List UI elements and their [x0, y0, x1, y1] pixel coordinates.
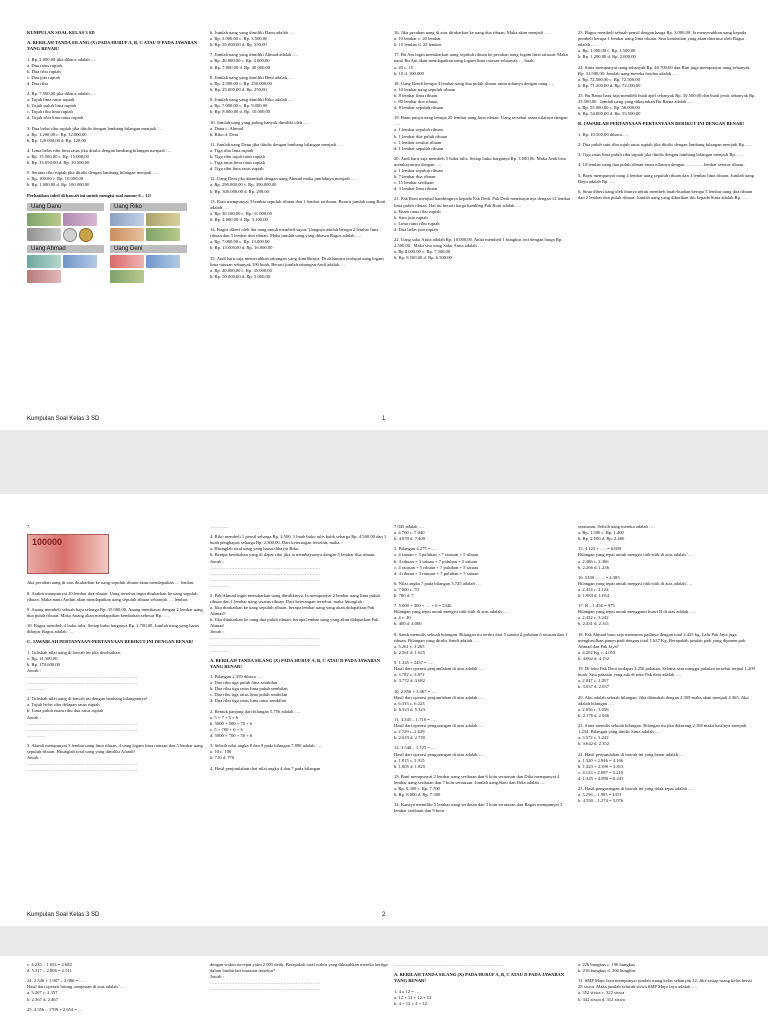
page2-column-1 [27, 524, 205, 777]
banknote-image [110, 255, 144, 268]
page-number: 1 [382, 416, 386, 422]
question-22: 22. Hasil penjumlahan di bawah ini yang benar adalah …. a. 1.320 + 2.946 = 4.166 b. 1.423 + 2.390 = 3.813 c. 4.123 + 2.087 = 5.210 d. 1.345 + 4.890 = 6.245 [578, 751, 685, 781]
question-8: 8. Jumlah uang yang dimiliki Deni adalah …. a. Rp. 2.500,00 c. Rp. 250.000,00 b. Rp. 25.000,00 d. Rp. 250,00 [210, 74, 294, 92]
question-21: 21. Sinta menulis sebuah bilangan. Bilangan itu jika dikurang 2.108 maka hasilnya menjadi 1.234. Bilangan yang ditulis Sinta adalah …. a. 3.572 c. 3.242 b. 3.642 d. 2.352 [578, 723, 747, 747]
page-2 [0, 494, 768, 926]
page1-column-4 [578, 30, 756, 205]
banknote-image [27, 270, 61, 283]
banknote-image [110, 213, 144, 226]
page-footer: Kumpulan Soal Kelas 3 SD [27, 912, 100, 918]
document-heading: KUMPULAN SOAL KELAS 3 SD [27, 30, 95, 35]
essay-question-8: 8. Andini mempunyai 20 lembar dua ribuan. Uang tersebut ingin ditukarkan ke uang sepuluh ribuan. Maka nanti Andini akan mendapatkan uang sepuluh ribuan sebanyak … lembar. [27, 590, 198, 602]
banknote-100000-image [27, 534, 109, 574]
question-19: 19. Di toko Pak Deni terdapat 3.256 pakaian. Selama satu minggu pakaian tersebut terjual 1.209 buah. Sisa pakaian yang ada di toko Pak deni adalah …. a. 2.047 c. 2.057 b. 3.037 d. 2.037 [578, 666, 755, 690]
page2-column-4 [578, 524, 756, 808]
question-23: 23. Hasil pengurangan di bawah ini yang tidak tepat adalah …. a. 3.256 – 1.905 = 1351 b. 4.350 – 1.274 = 3.076 [578, 786, 694, 804]
banknote-image [63, 213, 97, 226]
coin-image [79, 228, 93, 242]
page2-column-2 [210, 524, 388, 776]
question-1: 1. Bilangan 2.359 dibaca …. a. Dua ribu tiga puluh lima sembilan b. Dua ribu tiga ratus lima puluh sembilan c. Dua ribu tiga ratus lima puluh sembilan d. Dua ribu tiga ratus lima ratus sembilan [210, 674, 288, 704]
banknote-image [27, 228, 61, 241]
question-10-options: a. 226 bungkus c. 196 bungkus b. 216 bungkus d. 206 bungkus [578, 962, 636, 974]
banknote-image [110, 270, 144, 283]
section-c-heading: C. JAWABLAH PERTANYAAN-PERTANYAAN BERIKUT INI DENGAN BENAR! [27, 639, 194, 645]
money-table [27, 203, 187, 283]
page3-column-1 [27, 962, 205, 1017]
money-group-danu [27, 203, 104, 242]
money-label-ahmad: Uang Ahmad [27, 245, 104, 253]
page3-column-4 [578, 962, 756, 1007]
question-6: 6. Nilai angka 7 pada bilangan 3.725 adalah …. a. 7.000 c. 70 b. 700 d. 7 [394, 580, 482, 598]
section-c-question-1: 1. Tuliskah nilai uang di bawah ini jika disebutkan. a. Rp. 14.500,00 b. Rp. 170.600,00 Jawab : ……………………………………………………………… ……………………………………………………………… ………… [27, 649, 138, 692]
page-3 [0, 956, 768, 1024]
question-4: 4. Hasil penjumlahan dari nilai angka 4 dan 7 pada bilangan [210, 765, 321, 771]
essay-question-5: 5. Bayu mempunyai uang 4 lembar uang sepuluh ribuan dan 3 lembar lima ribuan. Jumlah uang Bayu adalah Rp. …. [578, 172, 754, 184]
question-7: 7. Jumlah uang yang dimiliki Ahmad adalah …. a. Rp. 40.000,00 c. Rp. 4.000,00 b. Rp. 7.000,00 d. Rp. 40.000,00 [210, 52, 299, 70]
essay-question-7-number: 7. [27, 524, 31, 529]
essay-question-9: 9. Anang membeli sebuah baju seharga Rp. 35.000,00. Anang membayar dengan 2 lembar uang dua puluh ribuan. Maka Anang akan mendapatkan kembalian sebesar Rp. …. [27, 606, 203, 618]
money-group-ahmad [27, 245, 104, 283]
question-9: 9. Jumlah uang yang dimiliki Riko adalah …. a. Rp. 7.000,00 c. Rp. 9.000,00 b. Rp. 8.000,00 d. Rp. 10.000,00 [210, 97, 294, 115]
question-11: 11. SMP Maju Jaya mempunyai jumlah ruang kelas sebanyak 12. Jika setiap ruang kelas berisi 28 siswa. Maka jumlah seluruh siswa SMP Maju Jaya adalah …. a. 352 siswa c. 322 siswa b. 342 siswa d. 312 siswa [578, 978, 752, 1002]
table-instruction: Perhatikan tabel di bawah ini untuk mengisi soal nomor 6 – 12! [27, 192, 152, 198]
question-1: 1. 4 x 12 = …. a. 12 + 12 + 12 + 12 b. 4 + 12 + 4 + 12 [394, 988, 432, 1006]
question-16: 16. 5439 – …. = 4.385 Bilangan yang tepat untuk mengisi titik-titik di atas adalah …. a. 2.454 c. 2.124 b. 1.984 d. 1.054 [578, 574, 693, 598]
section-b-heading: B. JAWABLAH PERTANYAAN-PERTANYAAN BERIKUT INI DENGAN BENAR! [578, 121, 745, 127]
question-14-cont: seratusan. Selisih uang mereka adalah …. a. Rp. 1.500 c. Rp. 1.400 b. Rp. 2.500 d. Rp. 2.400 [578, 524, 655, 542]
question-17: 17. Bu Ani ingin menukarkan uang sepuluh ribuan ke pecahan uang logam lima ratusan. Maka nanti Bu Ani akan mendapatkan uang logam lima ratusan sebanyak … buah. a. 20 c. 15 b. 10 d. 100.000 [394, 52, 568, 76]
question-21: 21. Pak Roni menjual kambingnya kepada Pak Dedi. Pak Dedi membayarnya dengan 12 lembar lima puluh ribuan. Hal itu berarti harga kambing Pak Roni adalah …. a. Enam ratus ribu rupiah b. Satu juta rupiah c. Lima ratus ribu rupiah d. Dua belas juta rupiah [394, 196, 571, 232]
question-1: 1. Rp. 2.000,00 jika dibaca adalah …. a. Dua ratus rupiah b. Dua ribu rupiah c. Dua juta rupiah d. Dua ribu [27, 56, 97, 86]
page3-column-3 [394, 962, 572, 1011]
page2-column-3 [394, 524, 572, 819]
question-3: 3. Selisih nilai angka 8 dan 9 pada bilangan 7.890 adalah …. a. 10 c. 100 b. 710 d. 770 [210, 743, 322, 761]
question-10: 10. Jumlah uang yang paling banyak dimiliki oleh …. a. Danu c. Ahmad b. Riko d. Deni [210, 119, 310, 137]
question-10: 10. 2.856 + 3.467 = …. Hasil dari operasi penjumlahan di atas adalah …. a. 6.313 c. 6.223 b. 6.323 d. 5.323 [394, 688, 485, 712]
question-14: 14. Kanaya memiliki 5 lembar uang seribuan dan 3 koin seratusan dan Bagus mempunyai 3 lembar seribuan dan 9 koin [394, 802, 563, 814]
essay-question-3: 3. Tiga ratus lima puluh ribu rupiah jika ditulis dengan lambang bilangan menjadi Rp. …. [578, 152, 743, 158]
question-7: 7. 5.000 + 300 + … + 6 = 5346 Bilangan yang tepat untuk mengisi titik-titik di atas adalah …. a. 4 c. 40 b. 400 d. 4.000 [394, 603, 509, 627]
question-6: 6. Jumlah uang yang dimiliki Danu adalah …. a. Rp. 3.000,00 c. Rp. 3.500,00 b. Rp. 35.000,00 d. Rp. 350,00 [210, 30, 295, 48]
question-25: 25. Bu Ratna baru saja membeli buah apel sebanyak Rp. 30.500,00 dan buah jeruk sebanyak Rp. 25.500,00 . Jumlah uang yang dibayarkan Bu Ratna adalah …. a. Rp. 55.000,00 c. Rp. 56.000,00 b. Rp. 54.000,00 d. Rp. 55.500,00 [578, 92, 756, 117]
section-a3-heading: A. BERILAH TANDA SILANG (X) PADA HURUF A, B, C ATAU D PADA JAWABAN YANG BENAR! [394, 972, 565, 984]
section-c-question-3: 3. Afandi mempunyai 3 lembar uang lima ribuan, 4 uang logam lima ratusan dan 5 lembar uang sepuluh ribuan. Hitunglah total uang yang dimiliki Afandi! Jawab : ……………………………………………………………… ……………………………………………………………… [27, 742, 203, 773]
question-2: 2. Rp. 7.500,00 jika dibaca adalah …. a. Tujuh lima ratus rupiah b. Tujuh puluh lima rupiah c. Tujuh ribu lima rupiah d. Tujuh ribu lima ratus rupiah [27, 91, 97, 121]
page-footer: Kumpulan Soal Kelas 3 SD [27, 416, 100, 422]
question-16: 16. Jika pecahan uang di atas ditukarkan ke uang dua ribuan. Maka akan menjadi …. a. 10 lembar c. 20 lembar b. 15 lembar d. 25 lembar [394, 30, 551, 48]
banknote-image [110, 228, 144, 241]
banknote-image [27, 213, 61, 226]
question-20: 20. Andi baru saja membeli 5 buku tulis. Setiap buku harganya Rp. 3.000,00. Maka Andi bisa membayarnya dengan …. a. 1 lembar sepuluh ribuan b. 7 lembar dua ribuan c. 15 lembar seribuan d. 3 lembar lima ribuan [394, 155, 566, 192]
money-label-riko: Uang Riko [110, 203, 187, 211]
page1-column-2 [210, 30, 388, 284]
money-label-deni: Uang Deni [110, 245, 187, 253]
banknote-label: 100000 [32, 537, 63, 548]
coin-image [63, 228, 77, 242]
question-8: 8. Sandi memulis sebuah bilangan. Bilangan itu terdiri dari 5 satuan 2 puluhan 6 ratusan dan 1 ribuan. Bilangan yang ditulis Sandi adalah …. a. 5.261 c. 1.265 b. 2.561 d. 1.625 [394, 631, 568, 655]
question-24: 24. Sinta mempunyai uang sebanyak Rp. 40.700,00 dan Rini juga mempunyai uang sebanyak Rp. 31.500,00. Jumlah uang mereka berdua adalah …. a. Rp. 72.500,00 c. Rp. 72.500,00 b. Rp. 71.200,00 d. Rp. 72.100,00 [578, 64, 750, 88]
section-a-heading: A. BERILAH TANDA SILANG (X) PADA HURUF A, B, C ATAU D PADA JAWABAN YANG BENAR! [27, 40, 198, 52]
question-22: 22. Uang saku Anita adalah Rp. 10.000,00. Anita membeli 1 bungkus roti dengan harga Rp. 2.500,00 . Maka sisa uang Saku Anita adalah …. a. Rp 8.000,00 c. Rp. 7.500,00 b. Rp. 8.500,00 d. Rp. 6.500,00 [394, 237, 563, 261]
question-3: 3. Dua belas ribu rupiah jika ditulis dengan lambang bilangan menjadi …. a. Rp. 1.200,00 c. Rp. 12.000,00 b. Rp. 120.000,00 d. Rp. 120,00 [27, 125, 164, 143]
question-4: 4. Lima belas ribu lima ratus jika ditulis dengan lambang bilangan menjadi …. a. Rp. 15.500,00 c. Rp. 15.000,00 b. Rp. 15.050,00 d. Rp. 10.500,00 [27, 147, 172, 166]
essay-question-cont: dengan waktu tercepat yaitu 2.905 detik. Berapakah total waktu yang dibutuhkan mereka hertiga dalam lomba lari maraton tersebut? Jawab : ……………………………………………………………… ……………………………………………………………… [210, 962, 388, 992]
question-19: 19. Banu punya uang berupa 20 lembar uang lima ribuan. Uang tersebut sama nilainya dengan …. a. 1 lembar sepuluh ribuan b. 1 lembar dua puluh ribuan c. 1 lembar seratus ribuan d. 1 lembar sepuluh ribuan [394, 115, 568, 151]
money-group-deni [110, 245, 187, 283]
section-c-question-2: 2. Tuliskah nilai uang di bawah ini dengan lambang bilangannya! a. Tujuh belas ribu delapan ratus rupiah b. Lima puluh enam ribu dua ratus rupiah Jawab : ……………………………………………………………… ……………………………………………………………… ………… [27, 696, 148, 738]
section-c-question-5: 5. Pak Ahmad ingin menukarkan uang dimilikinya. Ia mempunyai 2 lembar uang lima puluh ribuan dan 1 lembar uang seratus ribuan. Dari keterangan tersebut, maka hitunglah : a. Jika ditukarkan ke uang sepuluh ribuan, berapa lembar uang yang akan didapatkan Pak Ahmad? b. Jika ditukarkan ke uang dua puluh ribuan, berapa lembar uang yang akan didapatkan Pak Ahmad Jawab : ……………………………………………………………… ……………………………………………………………… ………… [210, 593, 380, 653]
banknote-image [146, 213, 180, 226]
question-15: 15. Andi baru saja memecahkan tabungan yang dimilikinya. Di dalamnya terdapat uang logam lima ratusan sebanyak 100 buah. Berarti jumlah tabungan Andi adalah …. a. Rp. 40.000,00 c. Rp. 45.000,00 b. Rp. 50.000,00 d. Rp. 5.000,00 [210, 255, 384, 279]
essay-question-7: Jika pecahan uang di atas ditukarkan ke uang sepuluh ribuan akan mendapatkan … lembar. [27, 580, 195, 586]
banknote-image [63, 255, 97, 268]
question-18: 18. Uang Rendi berupa 4 lembar uang dua puluh ribuan sama nilainya dengan uang …. a. 10 lembar uang sepuluh ribuan b. 8 lembar lima ribuan c. 80 lembar dua ribuan d. 8 lembar sepuluh ribuan [394, 80, 555, 111]
section-c-question-4: 4. Riko membeli 1 pensil seharga Rp. 2.500, 1 buah buku tulis batik seharga Rp. 4.500,00 dan 1 buah penghapus seharga Rp. 2.300,00. Dari keterangan tersebut, maka : a. Hitunglah total uang yang harus dibayar Riko. b. Berapa kembalian yang di dapat riko jika ia membayarnya dengan 5 lembar dua ribuan. Jawab : ……………………………………………………………… ……………………………………………………………… ……………………………………………………………… ………… [210, 534, 387, 588]
question-12: 12. Uang Deni jika ditambah dengan uang Ahmad maka jumlahnya menjadi …. a. Rp. 290.000,00 c. Rp. 390.000,00 b. Rp. 300.000,00 d. Rp. 290,00 [210, 176, 357, 194]
essay-question-2: 2. Dua puluh satu ribu tujuh ratus rupiah jika ditulis dengan lambang bilangan menjadi Rp. …. [578, 141, 753, 147]
question-11: 11. Jumlah uang Danu jika ditulis dengan lambang bilangan menjadi …. a. Tiga ribu lima rupiah b. Tiga ribu tujuh ratus rupiah c. Tiga ratus lima ratus rupiah d. Tiga ribu lima ratus rupiah [210, 141, 344, 172]
question-5: 5. Bilangan 4.275 = …. a. 4 satuan + 3 puluhan + 7 ratusan + 5 ribuan b. 4 ribuan + 3 satuan + 7 puluhan + 5 satuan c. 4 ratusan + 5 ribuan + 7 puluhan + 5 satuan d. 4 ribuan + 3 ratusan + 7 puluhan + 5 satuan [394, 546, 479, 576]
question-18: 18. Pak Ahmad baru saja memanen padinya dengan total 2.425 kg. Lalu Pak Jaya juga menghasilkan panen padi dengan total 1.637 Kg. Berapakah jumlah padi yang dipanen pak Ahmad dan Pak Jaya? a. 4.202 Kg c. 4.052 b. 4.062 d. 4.152 [578, 631, 746, 661]
question-17: 17. B – 1.456 = 975 Bilangan yang tepat untuk mengganti huruf B di atas adalah …. a. 2.432 c. 3.242 b. 2.431 d. 2.341 [578, 603, 696, 627]
essay-question-6: 6. Sinta diberi uang oleh ibunya untuk membeli buah-buahan berupa 5 lembar uang dua ribuan dan 2 lembar dua puluh ribuan. Jumlah uang yang diberikan ibu kepada Sinta adalah Rp. …. [578, 188, 753, 200]
question-24: 24. 2.546 + 1.907 – 2.086 = …. Hasil dari operasi hitung campuran di atas adalah …. a. 3.267 c. 2.357 b. 2.367 d. 2.467 [27, 978, 125, 1002]
page-number: 2 [382, 912, 386, 918]
page1-column-3 [394, 30, 572, 265]
question-25: 25. 4.356 – 1709 + 2.654 = … [27, 1006, 83, 1012]
answer-lines: ……………………………………………………………… [394, 962, 505, 967]
question-13: 13. Roni mempunyai 3 lembar sepuluh ribuan dan 1 lembar seribuan. Berarti jumlah uang Roni adalah …. a. Rp. 30.100,00 c. Rp. 31.000,00 b. Rp. 4.000,00 d. Rp. 3.100,00 [210, 198, 386, 222]
question-15: 15. 4.123 + …. = 6.609 Bilangan yang tepat untuk mengisi titik-titik di atas adalah …. a. 2.486 c. 2.366 b. 2.266 d. 1.236 [578, 546, 693, 570]
question-4-cont: 7.045 adalah …. a. 4.700 c. 7.040 b. 4.070 d. 7.400 [394, 524, 426, 542]
page3-column-2 [210, 962, 388, 997]
question-9: 9. 1.345 + 2437 = …. Hasil dari operasi penjumlahan di atas adalah …. a. 3.782 c. 3.872 b. 3.772 d. 3.682 [394, 660, 485, 684]
section-a2-heading: A. BERILAH TANDA SILANG (X) PADA HURUF A, B, C ATAU D PADA JAWABAN YANG BENAR! [210, 657, 381, 669]
banknote-image [27, 255, 61, 268]
question-11: 11. 4.345 – 1.716 = …. Hasil dari operasi pengurangan di atas adalah …. a. 2.729 c. 2.629 b. 2.619 d. 2.739 [394, 717, 485, 741]
question-13: 13. Rani mempunyai 2 lembar uang seribuan dan 6 koin seratusan dan Dika mempunyai 4 lembar uang seribuan dan 7 koin seratusan. Jumlah uang Rani dan Dika adalah …. a. Rp. 6.300 c. Rp. 7.700 b. Rp. 8.000 d. Rp. 7.300 [394, 773, 560, 798]
essay-question-10: 10. Bagus membeli 4 buku tulis. Setiap buku harganya Rp. 2.700,00. Jumlah uang yang harus dibayar Bagus adalah …. [27, 623, 200, 635]
money-group-riko [110, 203, 187, 242]
question-14: 14. Bagus diberi oleh ibu uang untuk membeli sayur. Uangnya adalah berupa 2 lembar lima ribuan dan 3 lembar dua ribuan. Maka jumlah uang yang dibawa Bagus adalah …. a. Rp. 7.000,00 c. Rp. 13.000,00 b. Rp. 13.000,00 d. Rp. 16.000,00 [210, 227, 379, 251]
page1-column-1 [27, 30, 205, 289]
question-2: 2. Bentuk panjang dari bilangan 5.756 adalah …. a. 5 + 7 + 5 + 6 b. 5000 + 500 + 70 + 6 c. 5 + 700 + 6 + 6 d. 5000 + 700 + 50 + 6 [210, 708, 301, 738]
essay-question-1: 1. Rp. 10.500,00 dibaca …. [578, 131, 629, 137]
answer-lines: ………… [210, 524, 229, 529]
banknote-image [146, 228, 180, 241]
question-5: 5. Seratus ribu rupiah jika ditulis dengan lambang bilangan menjadi …. a. Rp. 100,00 c. Rp. 10.000,00 b. Rp. 1.000,00 d. Rp. 100.000,00 [27, 170, 159, 188]
question-23-cont: c. 4.235 – 1.653 = 2.682 d. 5.317 – 2.806 = 2.511 [27, 962, 72, 974]
money-label-danu: Uang Danu [27, 203, 104, 211]
question-23: 23. Bagus membeli sebuah pensil dengan harga Rp. 3.000,00. Ia menyerahkan uang kepada pembeli berupa 1 lembar uang lima ribuan. Sisa kembalian yang akan diterima oleh Bagus adalah …. a. Rp. 1.000,00 c. Rp. 1.500,00 b. Rp. 1.200,00 d. Rp. 2.000,00 [578, 30, 747, 60]
page-1 [0, 0, 768, 430]
essay-question-4: 4. 10 lembar uang dua puluh ribuan sama nilainya dengan …………lembar seratus ribuan. [578, 162, 745, 168]
question-20: 20. Aku adalah sebuah bilangan. Jika ditambah dengan 2.309 maka akan menjadi 4.365. Aku adalah bilangan …. a. 2.056 c. 3.056 b. 2.176 d. 2.046 [578, 694, 749, 718]
question-12: 12. 3.540 – 1.725 = …. Hasil dari operasi pengurangan di atas adalah …. a. 1.815 c. 1.915 b. 1.805 d. 1.825 [394, 745, 485, 769]
banknote-image [146, 255, 180, 268]
